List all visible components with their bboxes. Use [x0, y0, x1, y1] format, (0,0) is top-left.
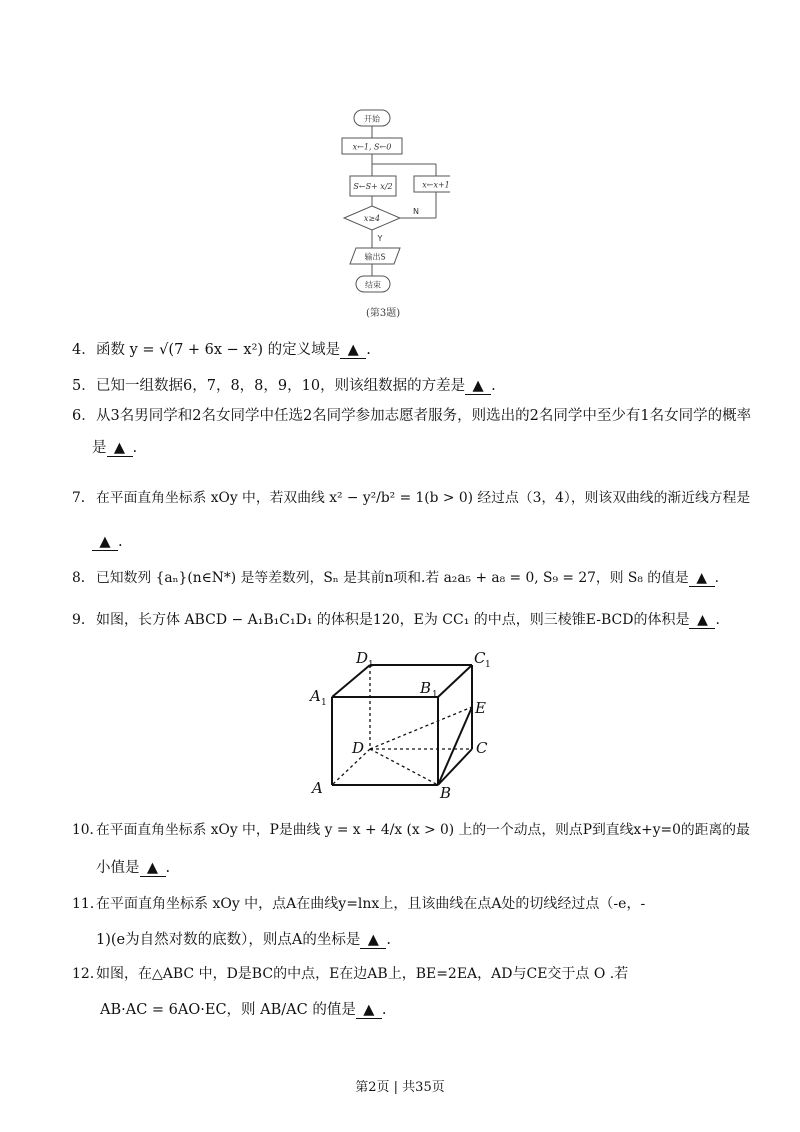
edge-BC [438, 749, 472, 785]
question-6-continued: 是 ▲ . [92, 440, 138, 456]
flowchart-condition-text: x≥4 [363, 214, 381, 223]
answer-blank: ▲ [465, 378, 491, 395]
edge-B1C1 [438, 665, 472, 697]
flowchart-end-text: 结束 [365, 280, 381, 290]
edge-DB-hidden [370, 749, 438, 785]
question-9: 9．如图，长方体 ABCD − A₁B₁C₁D₁ 的体积是120，E为 CC₁ 的中点，则三棱锥E-BCD的体积是 ▲ . [72, 612, 720, 628]
flowchart-yes-label: Y [377, 234, 383, 243]
question-10-continued: 小值是 ▲ . [96, 860, 171, 876]
question-text: 已知数列 {aₙ}(n∈N*) 是等差数列，Sₙ 是其前n项和.若 a₂a₅ + a₈ = 0, S₉ = 27，则 S₈ 的值是 [96, 570, 689, 586]
answer-blank: ▲ [356, 1002, 382, 1019]
answer-blank: ▲ [140, 860, 166, 877]
cuboid-figure [300, 645, 500, 805]
question-8: 8．已知数列 {aₙ}(n∈N*) 是等差数列，Sₙ 是其前n项和.若 a₂a₅ + a₈ = 0, S₉ = 27，则 S₈ 的值是 ▲ . [72, 570, 720, 586]
question-text: 已知一组数据6，7，8，8，9，10，则该组数据的方差是 [96, 378, 466, 394]
flowchart-update-s-text: S←S+ x/2 [353, 182, 393, 191]
question-text: 如图，在△ABC 中，D是BC的中点，E在边AB上，BE=2EA，AD与CE交于点 O .若 [96, 966, 629, 982]
question-text: 在平面直角坐标系 xOy 中，P是曲线 y = x + 4/x (x > 0) 上的一个动点，则点P到直线x+y=0的距离的最 [96, 822, 750, 838]
label-D: D [352, 739, 365, 757]
label-B: B [440, 784, 452, 802]
edge-A1D1 [332, 665, 370, 697]
edge-DA-hidden [332, 749, 370, 785]
flowchart-start-text: 开始 [364, 114, 380, 124]
answer-blank: ▲ [340, 342, 366, 359]
flowchart-caption: (第3题) [366, 308, 401, 319]
answer-blank: ▲ [92, 534, 118, 551]
question-11-continued: 1)(e为自然对数的底数），则点A的坐标是 ▲ . [96, 932, 391, 948]
answer-blank: ▲ [107, 440, 133, 457]
question-7-continued: ▲ . [92, 532, 123, 552]
page-footer: 第2页 | 共35页 [355, 1080, 445, 1095]
question-5: 5．已知一组数据6，7，8，8，9，10，则该组数据的方差是 ▲ . [72, 378, 496, 394]
svg-text:1: 1 [485, 660, 491, 670]
answer-blank: ▲ [360, 932, 386, 949]
flowchart-init-text: x←1, S←0 [352, 142, 392, 152]
question-text: 函数 y = √(7 + 6x − x²) 的定义域是 [96, 342, 341, 358]
svg-text:1: 1 [321, 698, 327, 708]
flowchart-no-label: N [413, 207, 419, 216]
label-D1: D [356, 649, 369, 667]
question-text: 如图，长方体 ABCD − A₁B₁C₁D₁ 的体积是120，E为 CC₁ 的中点，则三棱锥E-BCD的体积是 [96, 612, 690, 628]
label-E: E [475, 699, 486, 717]
label-B1: B [420, 679, 432, 697]
label-A1: A [310, 687, 321, 705]
question-12-continued: AB·AC = 6AO·EC，则 AB/AC 的值是 ▲ . [100, 1002, 387, 1018]
question-text: 在平面直角坐标系 xOy 中，点A在曲线y=lnx上，且该曲线在点A处的切线经过点（-e，- [96, 896, 646, 912]
svg-text:1: 1 [368, 660, 374, 670]
svg-text:1: 1 [432, 690, 438, 700]
question-7: 7．在平面直角坐标系 xOy 中，若双曲线 x² − y²/b² = 1(b > 0) 经过点（3，4），则该双曲线的渐近线方程是 [72, 490, 751, 506]
flowchart [330, 106, 450, 321]
question-12: 12．如图，在△ABC 中，D是BC的中点，E在边AB上，BE=2EA，AD与CE交于点 O .若 [72, 966, 629, 982]
flowchart-update-x-text: x←x+1 [422, 180, 450, 190]
answer-blank: ▲ [689, 570, 715, 587]
question-6: 6．从3名男同学和2名女同学中任选2名同学参加志愿者服务，则选出的2名同学中至少有1名女同学的概率 [72, 408, 752, 424]
label-A: A [312, 779, 323, 797]
question-4: 4．函数 y = √(7 + 6x − x²) 的定义域是 ▲ . [72, 342, 371, 358]
question-10: 10．在平面直角坐标系 xOy 中，P是曲线 y = x + 4/x (x > 0) 上的一个动点，则点P到直线x+y=0的距离的最 [72, 822, 750, 838]
question-text: 从3名男同学和2名女同学中任选2名同学参加志愿者服务，则选出的2名同学中至少有1名女同学的概率 [96, 408, 752, 424]
answer-blank: ▲ [689, 612, 715, 629]
question-11: 11．在平面直角坐标系 xOy 中，点A在曲线y=lnx上，且该曲线在点A处的切线经过点（-e，- [72, 896, 646, 912]
label-C1: C [474, 649, 486, 667]
flowchart-output-text: 输出S [364, 252, 386, 262]
question-text: 在平面直角坐标系 xOy 中，若双曲线 x² − y²/b² = 1(b > 0) 经过点（3，4），则该双曲线的渐近线方程是 [96, 490, 751, 506]
label-C: C [476, 739, 488, 757]
